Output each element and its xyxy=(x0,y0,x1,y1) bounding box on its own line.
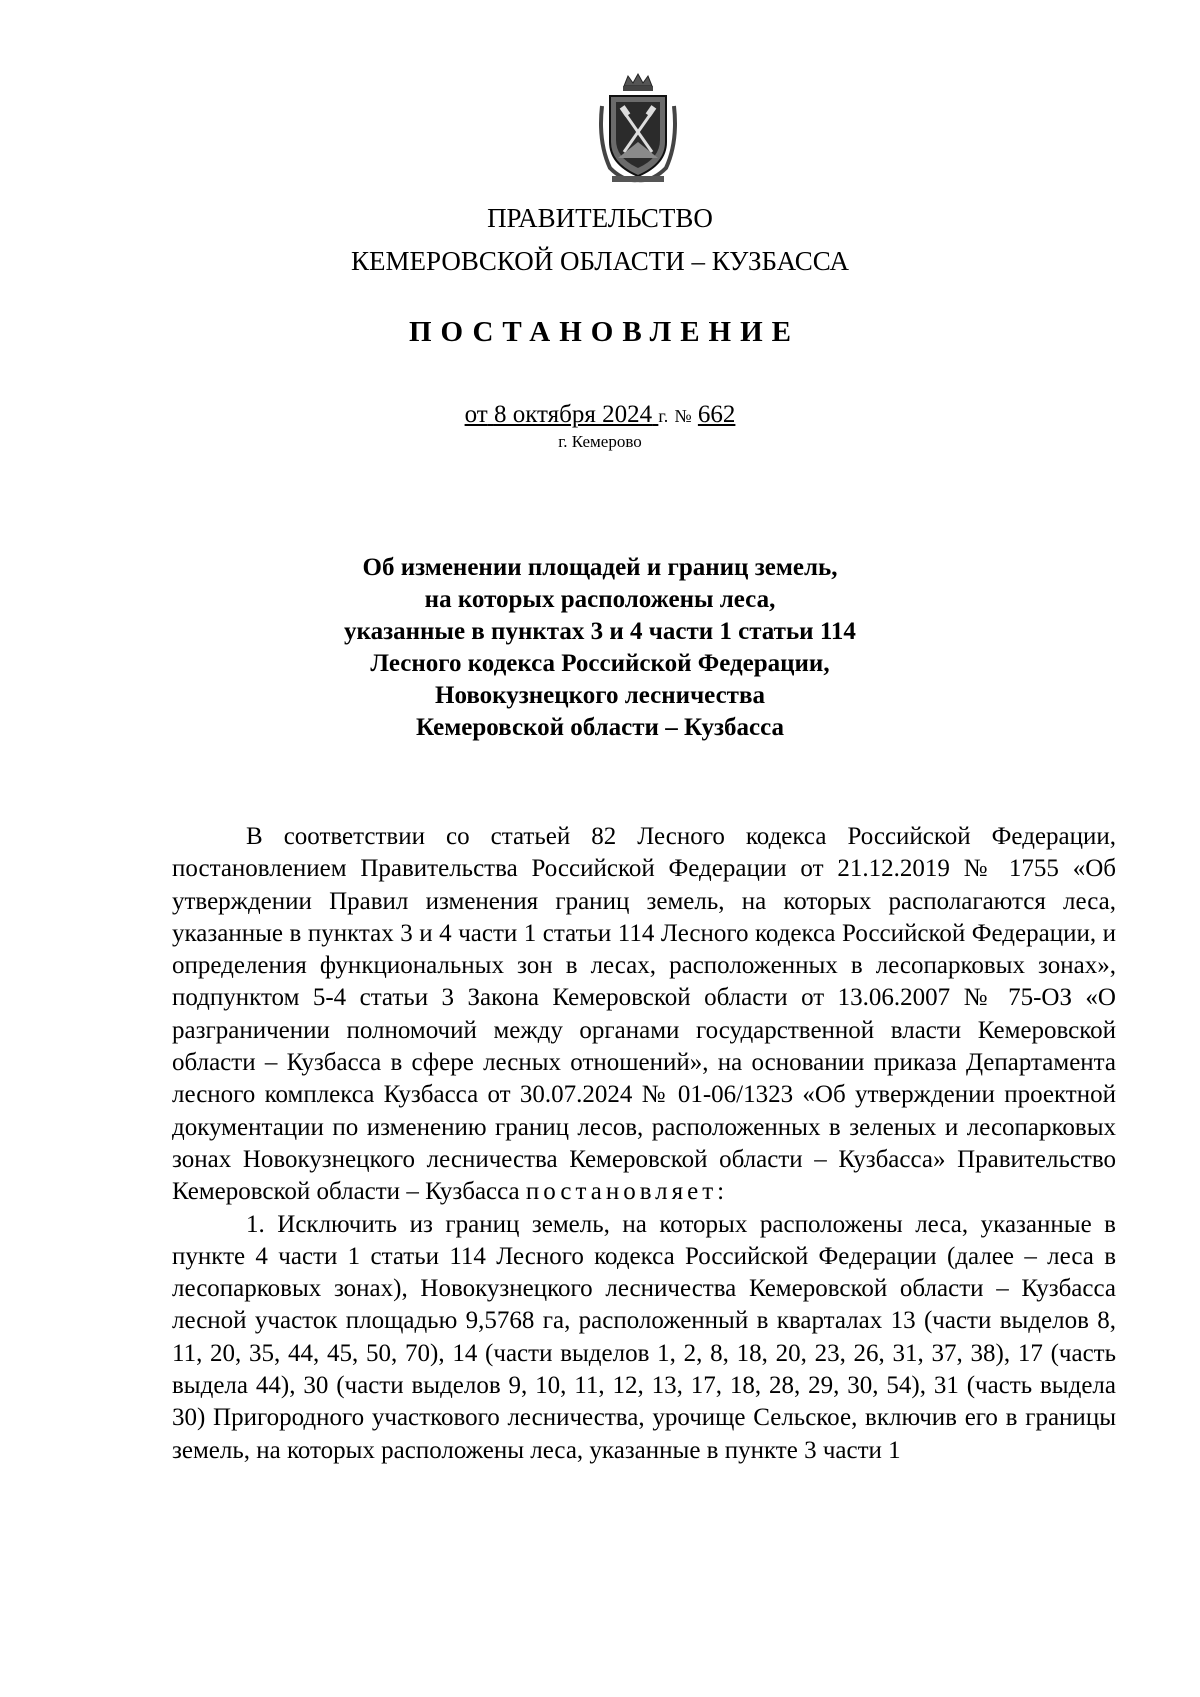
title-line: Лесного кодекса Российской Федерации, xyxy=(370,650,830,677)
clause-1-paragraph: 1. Исключить из границ земель, на которых расположены леса, указанные в пункте 4 части 1 статьи 114 Лесного кодекса Российской Федерации (далее – леса в лесопарковых зонах), Новокузнецкого лесничества Кемеровской области – Кузбасса лесной участок площадью 9,5768 га, расположенный в кварталах 13 (части выделов 8, 11, 20, 35, 44, 45, 50, 70), 14 (части выделов 1, 2, 8, 18, 20, 23, 26, 31, 37, 38), 17 (часть выдела 44), 30 (части выделов 9, 10, 11, 12, 13, 17, 18, 28, 29, 30, 54), 31 (часть выдела 30) Пригородного участкового лесничества, урочище Сельское, включив его в границы земель, на которых расположены леса, указанные в пункте 3 части 1 xyxy=(172,1210,1116,1464)
year-suffix: г. xyxy=(658,406,669,426)
document-body xyxy=(172,821,1116,1467)
city-name: г. Кемерово xyxy=(558,432,642,451)
preamble-text: В соответствии со статьей 82 Лесного кодекса Российской Федерации, постановлением Правительства Российской Федерации от 21.12.2019 № 1755 «Об утверждении Правил изменения границ земель, на которых располагаются леса, указанные в пунктах 3 и 4 части 1 статьи 114 Лесного кодекса Российской Федерации, и определения функциональных зон в лесах, расположенных в лесопарковых зонах», подпунктом 5-4 статьи 3 Закона Кемеровской области от 13.06.2007 № 75-ОЗ «О разграничении полномочий между органами государственной власти Кемеровской области – Кузбасса в сфере лесных отношений», на основании приказа Департамента лесного комплекса Кузбасса от 30.07.2024 № 01-06/1323 «Об утверждении проектной документации по изменению границ лесов, расположенных в зеленых и лесопарковых зонах Новокузнецкого лесничества Кемеровской области – Кузбасса» Правительство Кемеровской области – Кузбасса xyxy=(172,823,1116,1206)
date-number-line xyxy=(0,400,1200,431)
coat-of-arms-emblem xyxy=(596,72,680,184)
title-line: Новокузнецкого лесничества xyxy=(435,682,765,709)
government-name-line1: ПРАВИТЕЛЬСТВО xyxy=(487,203,713,233)
document-number: 662 xyxy=(697,401,736,428)
number-sign: № xyxy=(674,406,692,426)
title-line: Об изменении площадей и границ земель, xyxy=(362,554,838,581)
document-title xyxy=(0,552,1200,744)
document-type-heading: ПОСТАНОВЛЕНИЕ xyxy=(408,316,800,348)
preamble-paragraph xyxy=(172,821,1116,1209)
title-line: указанные в пунктах 3 и 4 части 1 статьи 114 xyxy=(344,618,856,645)
title-line: на которых расположены леса, xyxy=(424,586,776,613)
date-value: 8 октября 2024 xyxy=(493,401,653,428)
title-line: Кемеровской области – Кузбасса xyxy=(415,714,785,741)
government-name-line2: КЕМЕРОВСКОЙ ОБЛАСТИ – КУЗБАССА xyxy=(351,246,849,276)
date-prefix: от xyxy=(464,401,488,428)
resolves-word: постановляет: xyxy=(525,1178,729,1206)
